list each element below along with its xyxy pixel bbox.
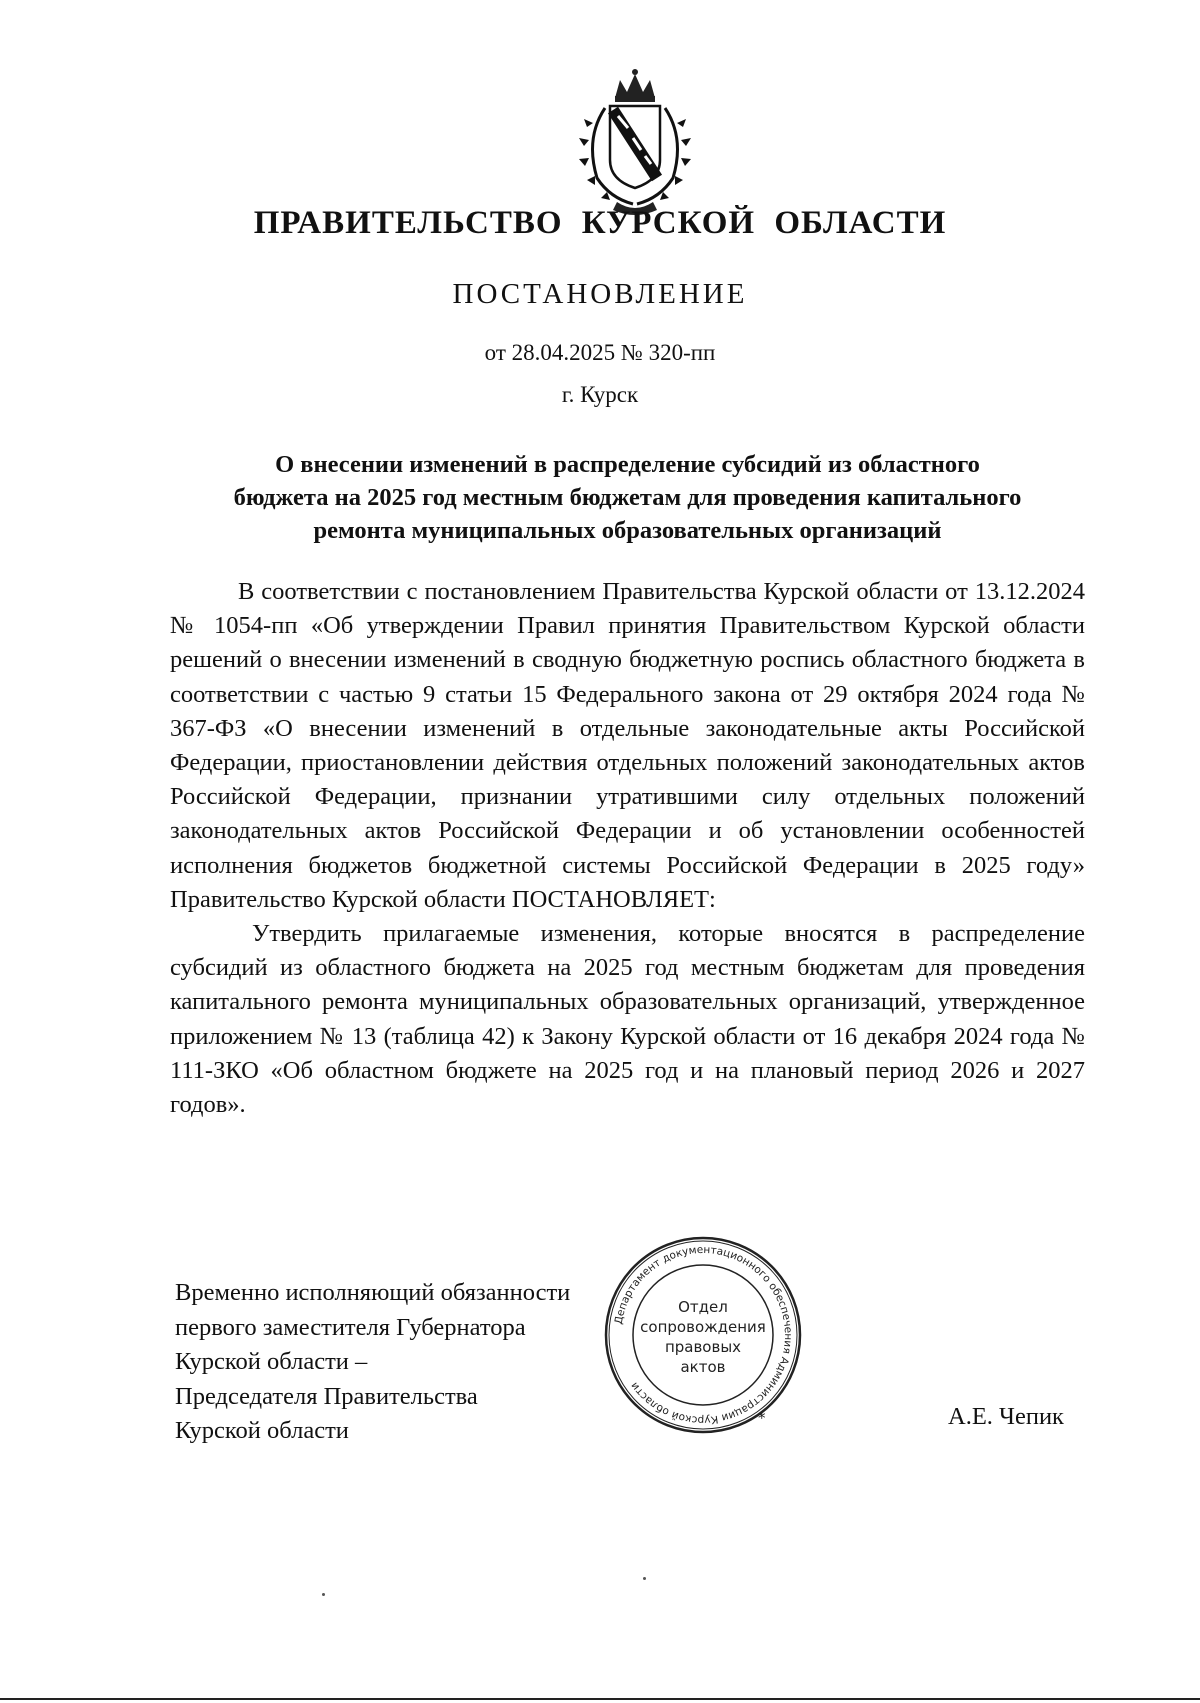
signatory-line: Председателя Правительства xyxy=(175,1382,478,1410)
coat-of-arms-icon xyxy=(575,68,695,218)
body-paragraph-preamble: В соответствии с постановлением Правительства Курской области от 13.12.2024 № 1054-пп «Об утверждении Правил принятия Правительством Курской области решений о внесении изменений в сводную бюджетную роспись областного бюджета в соответствии с частью 9 статьи 15 Федерального закона от 29 октября 2024 года № 367-ФЗ «О внесении изменений в отдельные законодательные акты Российской Федерации, приостановлении действия отдельных положений законодательных актов Российской Федерации, признании утратившими силу отдельных положений законодательных актов Российской Федерации и об установлении особенностей исполнения бюджетов бюджетной системы Российской Федерации в 2025 году» Правительство Курской области ПОСТАНОВЛЯЕТ: xyxy=(170,578,1085,913)
stamp-center-line: Отдел xyxy=(678,1298,728,1316)
document-subject xyxy=(160,448,1095,547)
signatory-line: первого заместителя Губернатора xyxy=(175,1313,526,1341)
authority-title: ПРАВИТЕЛЬСТВО КУРСКОЙ ОБЛАСТИ xyxy=(253,205,947,241)
scan-edge-line xyxy=(0,1698,1200,1700)
stamp-center-line: сопровождения xyxy=(640,1318,766,1336)
stamp-center-line: правовых xyxy=(664,1338,742,1356)
signatory-name: А.Е. Чепик xyxy=(948,1403,1064,1430)
stamp-center-line: актов xyxy=(680,1358,726,1376)
document-type: ПОСТАНОВЛЕНИЕ xyxy=(452,278,748,310)
scan-speck xyxy=(322,1593,325,1596)
document-date-number: от 28.04.2025 № 320-пп xyxy=(484,340,716,365)
signatory-line: Курской области – xyxy=(175,1348,368,1375)
signatory-position xyxy=(175,1276,570,1449)
signatory-line: Курской области xyxy=(175,1417,349,1444)
subject-line: бюджета на 2025 год местным бюджетам для проведения капитального xyxy=(233,484,1022,511)
subject-line: О внесении изменений в распределение субсидий из областного xyxy=(275,451,980,478)
stamp-star: * xyxy=(758,1409,766,1427)
subject-line: ремонта муниципальных образовательных организаций xyxy=(313,517,942,544)
body-paragraph-resolution: Утвердить прилагаемые изменения, которые вносятся в распределение субсидий из областного бюджета на 2025 год местным бюджетам для проведения капитального ремонта муниципальных образовательных организаций, утвержденное приложением № 13 (таблица 42) к Закону Курской области от 16 декабря 2024 года № 111-ЗКО «Об областном бюджете на 2025 год и на плановый период 2026 и 2027 годов». xyxy=(170,920,1085,1119)
scan-speck xyxy=(643,1577,646,1580)
signatory-line: Временно исполняющий обязанности xyxy=(175,1279,571,1306)
document-body xyxy=(170,575,1085,1122)
document-city: г. Курск xyxy=(561,382,639,407)
official-stamp xyxy=(598,1233,808,1438)
stamp-ring-text: Департамент документационного обеспечения Администрации Курской области xyxy=(612,1243,795,1427)
